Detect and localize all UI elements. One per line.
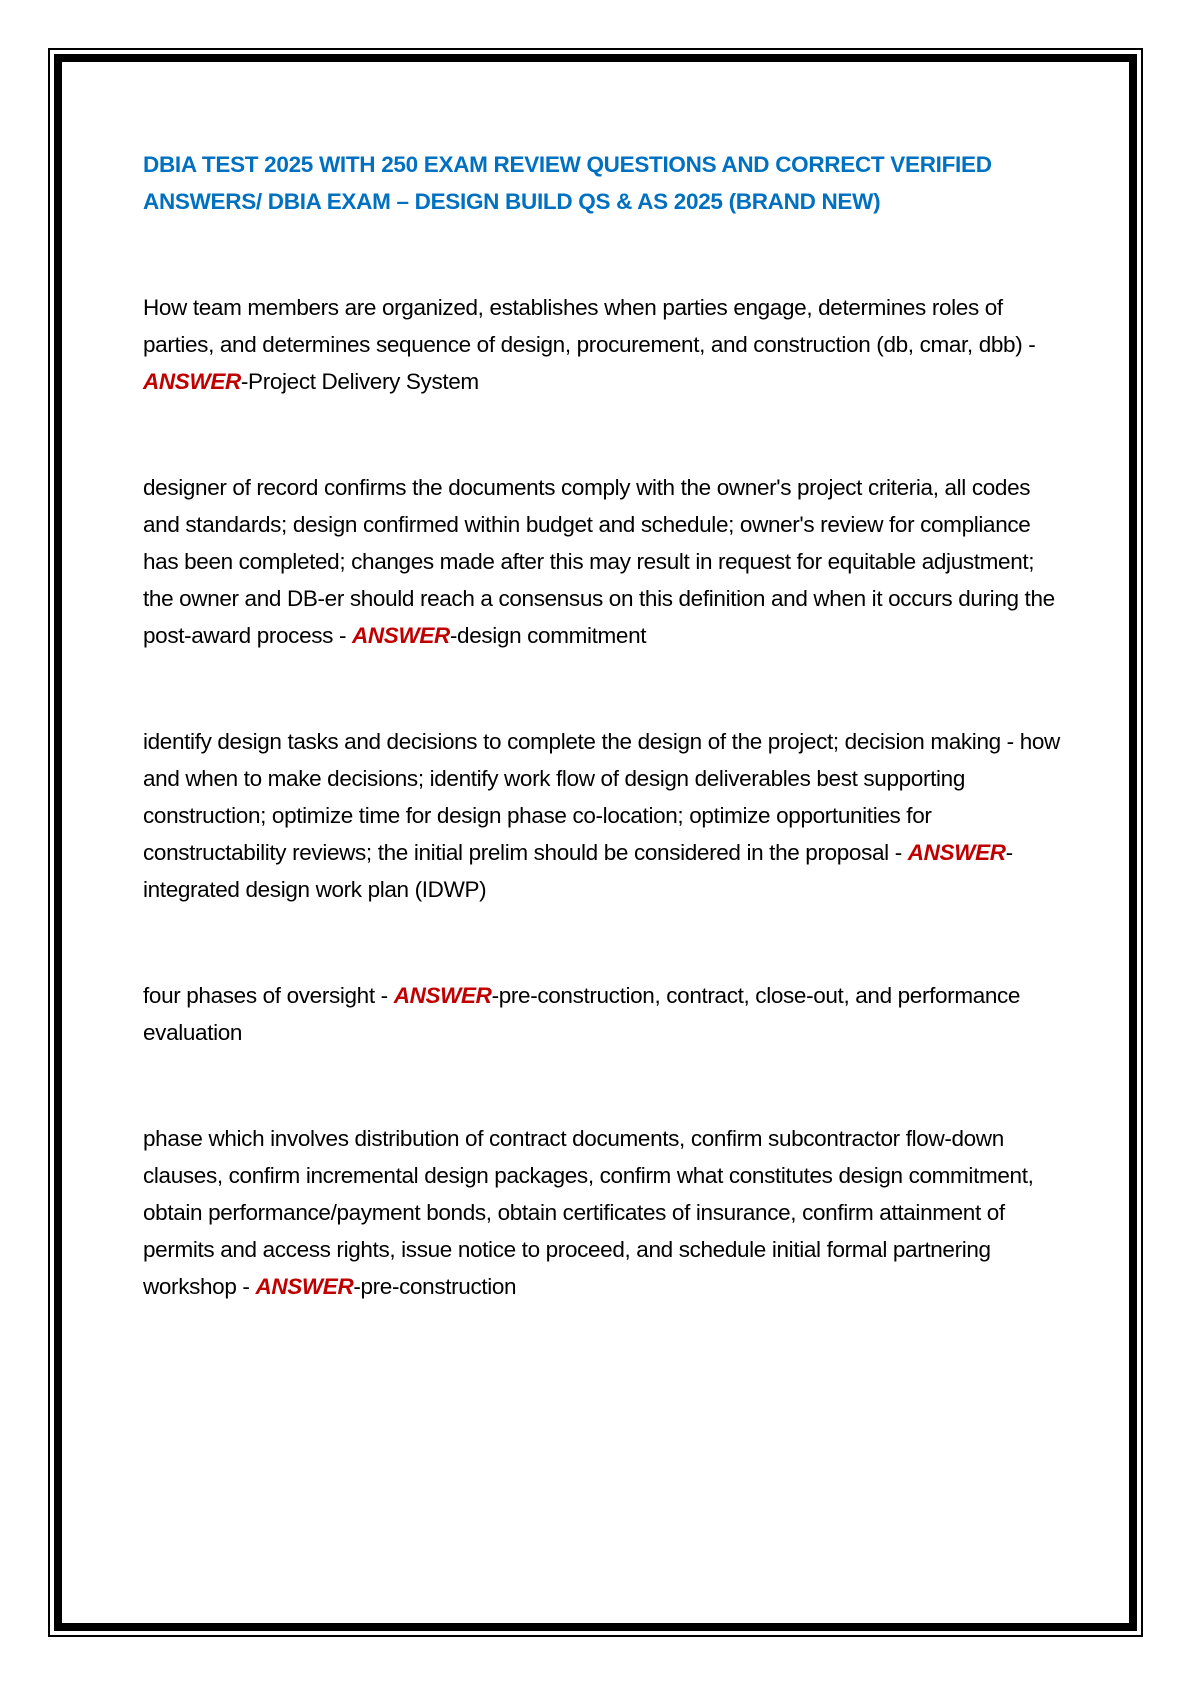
qa-item-1 xyxy=(143,289,1063,400)
qa-item-2 xyxy=(143,469,1063,654)
qa-item-5 xyxy=(143,1120,1063,1305)
question-text: phase which involves distribution of contract documents, confirm subcontractor flow-down clauses, confirm incremental design packages, confirm what constitutes design commitment, obtain performance/payment bonds, obtain certificates of insurance, confirm attainment of permits and access rights, issue notice to proceed, and schedule initial formal partnering workshop - xyxy=(143,1126,1034,1299)
answer-label: ANSWER xyxy=(255,1274,354,1299)
question-text: four phases of oversight - xyxy=(143,983,394,1008)
answer-label: ANSWER xyxy=(907,840,1006,865)
document-body xyxy=(143,146,1063,1305)
answer-text: -design commitment xyxy=(449,623,647,648)
answer-text: -pre-construction xyxy=(353,1274,517,1299)
question-text: How team members are organized, establishes when parties engage, determines roles of parties, and determines sequence of design, procurement, and construction (db, cmar, dbb) - xyxy=(143,295,1036,357)
answer-label: ANSWER xyxy=(393,983,492,1008)
answer-text: -integrated design work plan (IDWP) xyxy=(143,840,1013,902)
question-text: designer of record confirms the documents comply with the owner's project criteria, all codes and standards; design confirmed within budget and schedule; owner's review for compliance has been completed; changes made after this may result in request for equitable adjustment; the owner and DB-er should reach a consensus on this definition and when it occurs during the post-award process - xyxy=(143,475,1055,648)
qa-item-4 xyxy=(143,977,1063,1051)
answer-label: ANSWER xyxy=(143,369,241,394)
qa-item-3 xyxy=(143,723,1063,908)
answer-label: ANSWER xyxy=(351,623,450,648)
document-title: DBIA TEST 2025 WITH 250 EXAM REVIEW QUESTIONS AND CORRECT VERIFIED ANSWERS/ DBIA EXAM – DESIGN BUILD QS & AS 2025 (BRAND NEW) xyxy=(143,152,992,214)
answer-text: -Project Delivery System xyxy=(240,369,479,394)
question-text: identify design tasks and decisions to complete the design of the project; decision making - how and when to make decisions; identify work flow of design deliverables best supporting construction; optimize time for design phase co-location; optimize opportunities for constructability reviews; the initial prelim should be considered in the proposal - xyxy=(143,729,1060,865)
answer-text: -pre-construction, contract, close-out, and performance evaluation xyxy=(143,983,1021,1045)
